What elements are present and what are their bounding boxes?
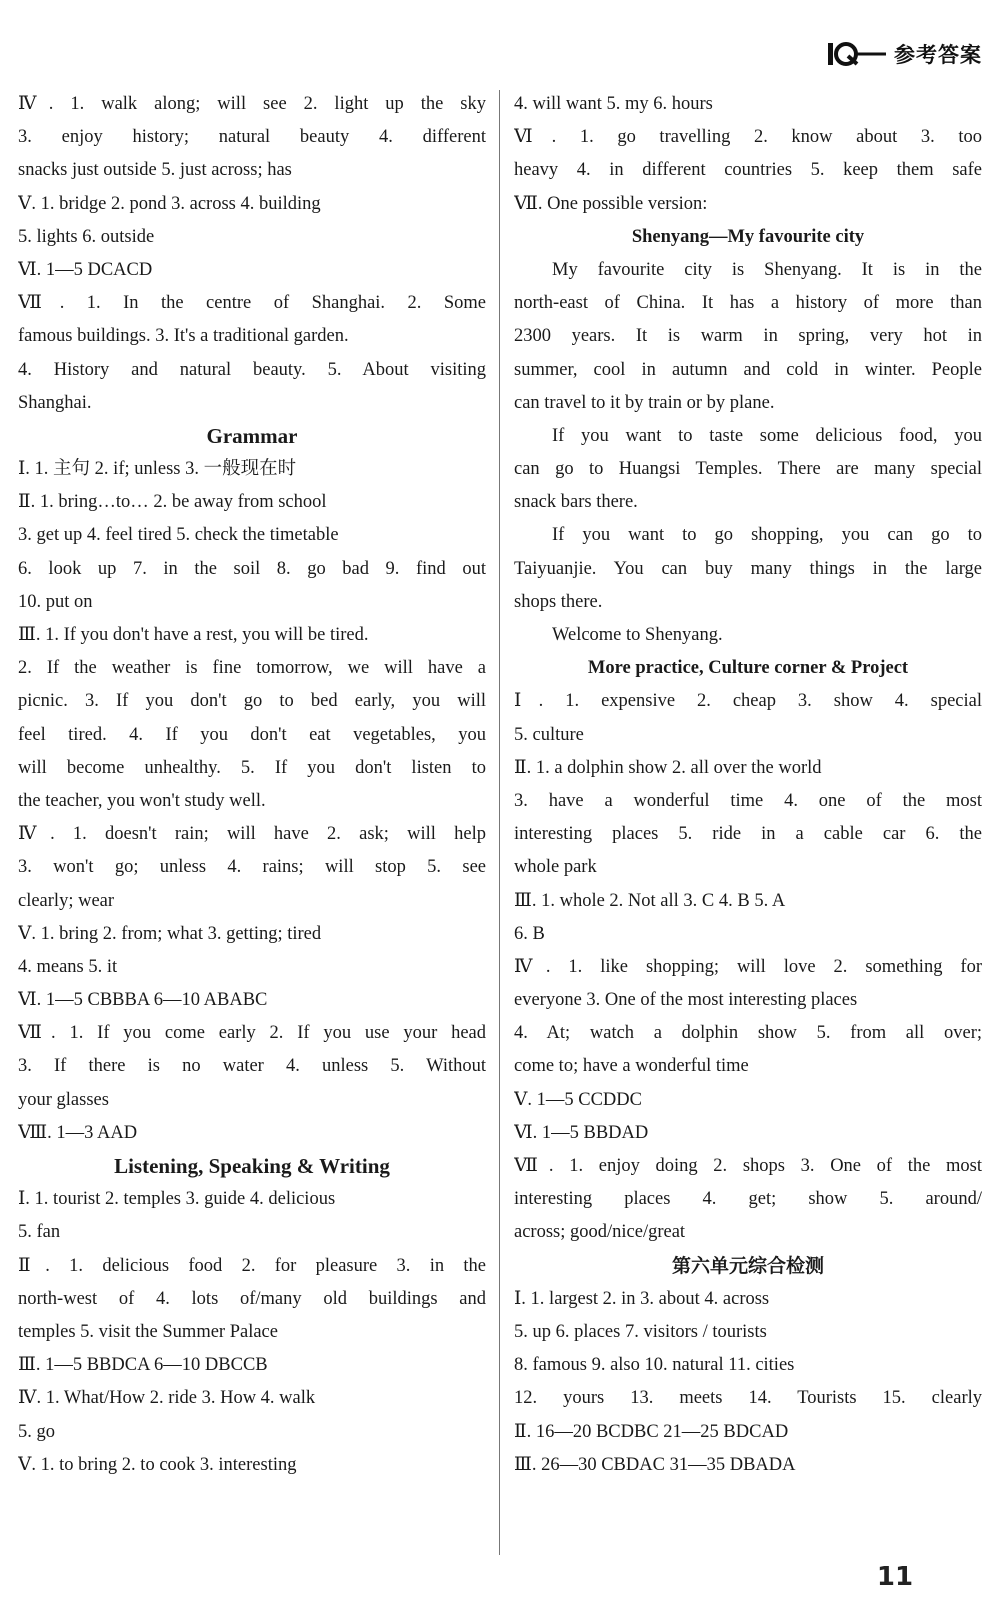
header-title: 参考答案 bbox=[894, 43, 982, 67]
answer-line: clearly; wear bbox=[18, 890, 115, 911]
answer-line: everyone 3. One of the most interesting places bbox=[514, 990, 858, 1011]
answer-line: If you want to taste some delicious food, you bbox=[552, 425, 982, 446]
answer-line: Ⅶ. 1. enjoy doing 2. shops 3. One of the most bbox=[514, 1156, 982, 1176]
answer-line: 3. won't go; unless 4. rains; will stop 5. see bbox=[18, 857, 486, 878]
answer-line: 3. enjoy history; natural beauty 4. different bbox=[18, 127, 486, 148]
answer-line: Ⅴ. 1. to bring 2. to cook 3. interesting bbox=[18, 1454, 297, 1475]
answer-line: 2300 years. It is warm in spring, very hot in bbox=[514, 326, 982, 347]
answer-line: 10. put on bbox=[18, 591, 93, 612]
answer-line: Ⅰ. 1. tourist 2. temples 3. guide 4. delicious bbox=[18, 1189, 336, 1210]
answer-line: 4. History and natural beauty. 5. About visiting bbox=[18, 359, 486, 380]
answer-line: temples 5. visit the Summer Palace bbox=[18, 1321, 278, 1342]
answer-line: Ⅲ. 1—5 BBDCA 6—10 DBCCB bbox=[18, 1355, 268, 1376]
answer-line: Ⅵ. 1—5 CBBBA 6—10 ABABC bbox=[18, 990, 268, 1011]
answer-line: your glasses bbox=[18, 1089, 109, 1110]
answer-line: interesting places 5. ride in a cable car 6. the bbox=[514, 824, 982, 845]
left-column bbox=[18, 88, 486, 1482]
answer-line: Shanghai. bbox=[18, 392, 92, 413]
answer-line: Ⅳ. 1. doesn't rain; will have 2. ask; will help bbox=[18, 824, 486, 845]
answer-line: 8. famous 9. also 10. natural 11. cities bbox=[514, 1355, 795, 1376]
answer-line: 2. If the weather is fine tomorrow, we will have a bbox=[18, 658, 486, 679]
answer-line: Ⅱ. 1. a dolphin show 2. all over the world bbox=[514, 757, 822, 778]
answer-line: Ⅶ. One possible version: bbox=[514, 193, 708, 214]
answer-line: Ⅴ. 1. bring 2. from; what 3. getting; tired bbox=[18, 923, 322, 944]
answer-line: 4. will want 5. my 6. hours bbox=[514, 94, 713, 114]
answer-line: north-east of China. It has a history of more than bbox=[514, 293, 982, 314]
answer-line: come to; have a wonderful time bbox=[514, 1056, 749, 1077]
answer-line: 3. get up 4. feel tired 5. check the timetable bbox=[18, 525, 339, 546]
answer-line: 5. up 6. places 7. visitors / tourists bbox=[514, 1321, 767, 1342]
section-heading: Shenyang—My favourite city bbox=[631, 226, 865, 247]
answer-line: 4. At; watch a dolphin show 5. from all over; bbox=[514, 1023, 982, 1044]
answer-line: 4. means 5. it bbox=[18, 956, 118, 977]
lq-logo-icon bbox=[826, 39, 888, 69]
answer-line: can go to Huangsi Temples. There are many special bbox=[514, 459, 982, 480]
right-column bbox=[514, 88, 982, 1482]
answer-line: Ⅲ. 26—30 CBDAC 31—35 DBADA bbox=[514, 1454, 796, 1475]
answer-line: Ⅰ. 1. largest 2. in 3. about 4. across bbox=[514, 1288, 770, 1309]
section-heading: Listening, Speaking & Writing bbox=[114, 1154, 390, 1178]
answer-line: Ⅰ. 1. 主句 2. if; unless 3. 一般现在时 bbox=[18, 459, 297, 480]
answer-line: 6. look up 7. in the soil 8. go bad 9. find out bbox=[18, 558, 486, 579]
answer-line: 3. have a wonderful time 4. one of the most bbox=[514, 790, 982, 811]
section-heading: Grammar bbox=[206, 423, 298, 448]
page-header bbox=[826, 38, 982, 70]
column-divider bbox=[499, 90, 500, 1555]
answer-line: snack bars there. bbox=[514, 492, 638, 513]
answer-line: Ⅰ. 1. expensive 2. cheap 3. show 4. special bbox=[514, 691, 982, 712]
answer-line: Ⅳ. 1. What/How 2. ride 3. How 4. walk bbox=[18, 1388, 316, 1409]
answer-line: Ⅲ. 1. whole 2. Not all 3. C 4. B 5. A bbox=[514, 890, 786, 911]
answer-line: 5. culture bbox=[514, 724, 584, 745]
answer-line: 12. yours 13. meets 14. Tourists 15. clearly bbox=[514, 1388, 982, 1409]
answer-line: snacks just outside 5. just across; has bbox=[18, 160, 292, 181]
answer-line: Ⅵ. 1—5 BBDAD bbox=[514, 1122, 649, 1143]
answer-line: 6. B bbox=[514, 923, 545, 944]
answer-line: 5. fan bbox=[18, 1222, 61, 1243]
answer-line: 5. lights 6. outside bbox=[18, 226, 155, 247]
answer-line: across; good/nice/great bbox=[514, 1222, 686, 1243]
answer-line: the teacher, you won't study well. bbox=[18, 790, 266, 811]
section-heading: More practice, Culture corner & Project bbox=[587, 658, 909, 679]
answer-line: north-west of 4. lots of/many old buildings and bbox=[18, 1288, 486, 1309]
page-number: 11 bbox=[876, 1562, 914, 1592]
answer-line: Ⅳ. 1. walk along; will see 2. light up the sky bbox=[18, 94, 486, 114]
answer-line: 5. go bbox=[18, 1421, 55, 1442]
answer-line: will become unhealthy. 5. If you don't listen to bbox=[18, 757, 486, 778]
answer-line: feel tired. 4. If you don't eat vegetables, you bbox=[18, 724, 486, 745]
answer-line: Ⅱ. 1. delicious food 2. for pleasure 3. in the bbox=[18, 1255, 486, 1276]
answer-line: Taiyuanjie. You can buy many things in the large bbox=[514, 558, 982, 579]
answer-line: whole park bbox=[514, 857, 597, 878]
answer-line: If you want to go shopping, you can go to bbox=[552, 525, 982, 546]
answer-line: heavy 4. in different countries 5. keep them safe bbox=[514, 160, 982, 181]
answer-line: 3. If there is no water 4. unless 5. Without bbox=[18, 1056, 486, 1077]
answer-line: Ⅱ. 1. bring…to… 2. be away from school bbox=[18, 492, 327, 513]
answer-line: My favourite city is Shenyang. It is in the bbox=[552, 259, 982, 280]
answer-line: Ⅴ. 1. bridge 2. pond 3. across 4. building bbox=[18, 193, 321, 214]
answer-line: summer, cool in autumn and cold in winter. People bbox=[514, 359, 982, 380]
answer-line: famous buildings. 3. It's a traditional garden. bbox=[18, 326, 349, 347]
answer-line: shops there. bbox=[514, 591, 603, 612]
answer-line: Ⅵ. 1. go travelling 2. know about 3. too bbox=[514, 127, 982, 148]
answer-line: Welcome to Shenyang. bbox=[552, 625, 723, 645]
answer-line: Ⅷ. 1—3 AAD bbox=[18, 1122, 138, 1143]
answer-line: Ⅳ. 1. like shopping; will love 2. something for bbox=[514, 956, 982, 977]
answer-line: Ⅶ. 1. In the centre of Shanghai. 2. Some bbox=[18, 293, 486, 314]
answer-line: interesting places 4. get; show 5. around/ bbox=[514, 1189, 982, 1210]
answer-line: Ⅴ. 1—5 CCDDC bbox=[514, 1089, 642, 1110]
answer-line: Ⅵ. 1—5 DCACD bbox=[18, 259, 153, 280]
answer-line: Ⅶ. 1. If you come early 2. If you use your head bbox=[18, 1023, 486, 1044]
section-heading: 第六单元综合检测 bbox=[671, 1254, 824, 1277]
answer-line: picnic. 3. If you don't go to bed early, you will bbox=[18, 691, 486, 712]
answer-line: can travel to it by train or by plane. bbox=[514, 392, 775, 413]
answer-line: Ⅲ. 1. If you don't have a rest, you will be tired. bbox=[18, 625, 369, 645]
answer-line: Ⅱ. 16—20 BCDBC 21—25 BDCAD bbox=[514, 1421, 789, 1442]
